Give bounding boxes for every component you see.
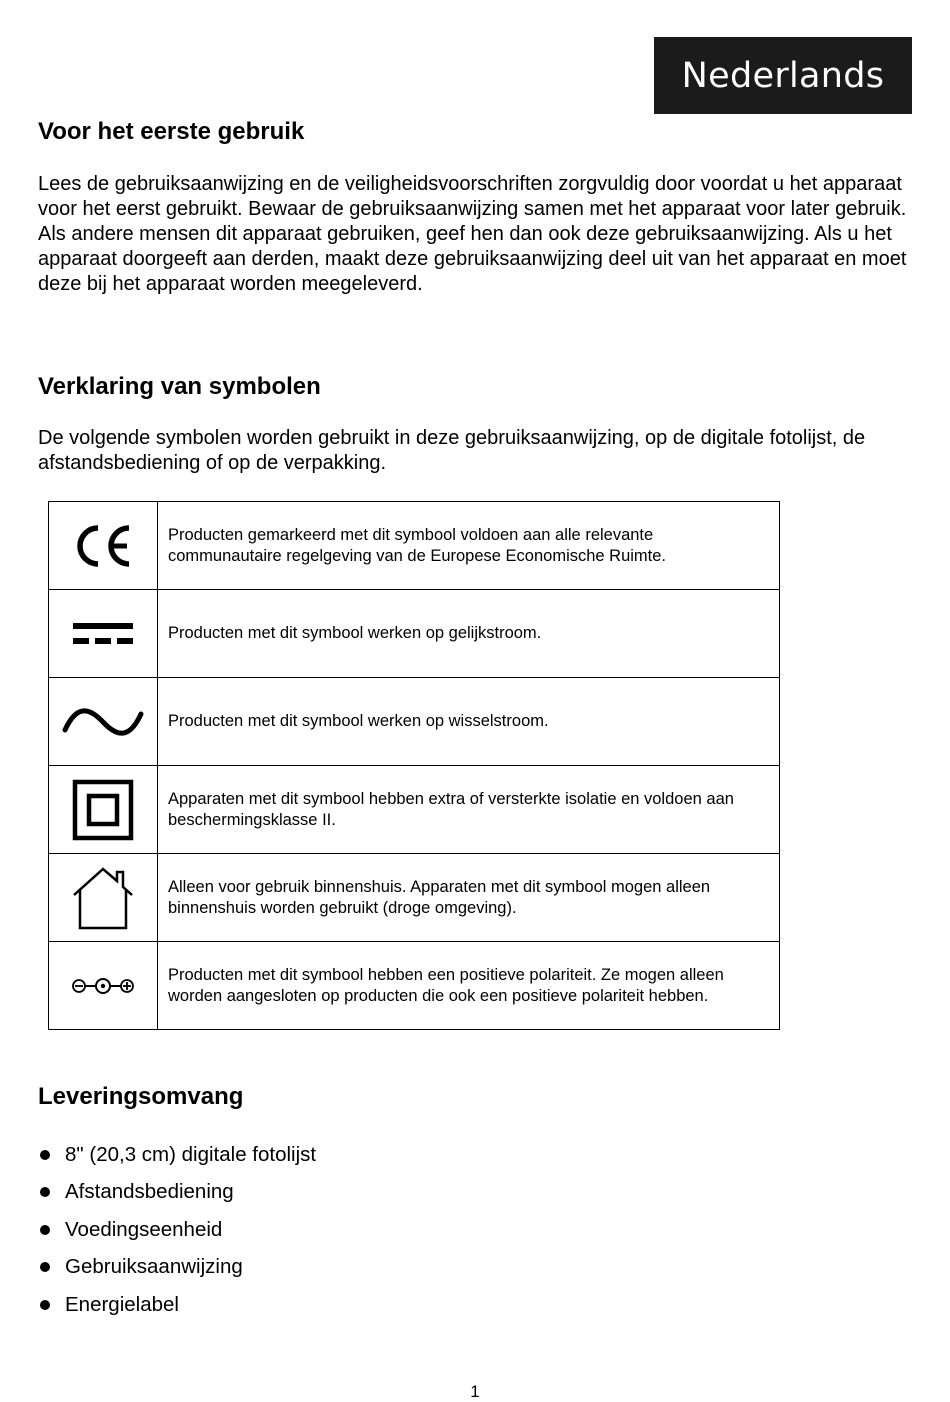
symbol-description: Producten gemarkeerd met dit symbool voldoen aan alle relevante communautaire regelgeving van de Europese Economische Ruimte. [158, 502, 780, 590]
symbol-description: Producten met dit symbool hebben een positieve polariteit. Ze mogen alleen worden aangesloten op producten die ook een positieve polariteit hebben. [158, 942, 780, 1030]
symbol-description: Alleen voor gebruik binnenshuis. Apparaten met dit symbool mogen alleen binnenshuis worden gebruikt (droge omgeving). [158, 854, 780, 942]
bullet-icon [40, 1262, 50, 1272]
table-row [49, 502, 780, 590]
heading-symbols: Verklaring van symbolen [38, 373, 321, 400]
list-item: Afstandsbediening [38, 1174, 316, 1212]
direct-current-icon [71, 620, 135, 648]
symbols-table [48, 501, 780, 1030]
table-row [49, 942, 780, 1030]
page-number: 1 [470, 1382, 480, 1401]
list-item: Energielabel [38, 1286, 316, 1324]
list-item: Voedingseenheid [38, 1211, 316, 1249]
heading-first-use: Voor het eerste gebruik [38, 118, 305, 145]
language-badge: Nederlands [654, 37, 912, 114]
heading-scope: Leveringsomvang [38, 1083, 244, 1110]
indoor-use-house-icon [70, 865, 136, 931]
symbol-description: Apparaten met dit symbool hebben extra of versterkte isolatie en voldoen aan beschermingsklasse II. [158, 766, 780, 854]
table-row [49, 766, 780, 854]
positive-polarity-icon [70, 975, 136, 997]
bullet-icon [40, 1150, 50, 1160]
alternating-current-icon [62, 704, 144, 740]
table-row [49, 678, 780, 766]
bullet-icon [40, 1300, 50, 1310]
bullet-icon [40, 1225, 50, 1235]
paragraph-symbols-intro: De volgende symbolen worden gebruikt in deze gebruiksaanwijzing, op de digitale fotolijst, de afstandsbediening of op de verpakking. [38, 427, 866, 474]
symbol-description: Producten met dit symbool werken op gelijkstroom. [158, 590, 780, 678]
scope-list [38, 1136, 316, 1324]
paragraph-first-use: Lees de gebruiksaanwijzing en de veiligheidsvoorschriften zorgvuldig door voordat u het apparaat voor het eerst gebruikt. Bewaar de gebruiksaanwijzing samen met het apparaat voor later gebruik. Als andere mensen dit apparaat gebruiken, geef hen dan ook deze gebruiksaanwijzing. Als u het apparaat doorgeeft aan derden, maakt deze gebruiksaanwijzing deel uit van het apparaat en moet deze bij het apparaat worden meegeleverd. [38, 173, 907, 295]
list-item: Gebruiksaanwijzing [38, 1249, 316, 1287]
table-row [49, 590, 780, 678]
table-row [49, 854, 780, 942]
double-insulation-icon [72, 779, 134, 841]
ce-mark-icon [71, 522, 135, 570]
symbol-description: Producten met dit symbool werken op wisselstroom. [158, 678, 780, 766]
bullet-icon [40, 1187, 50, 1197]
list-item: 8" (20,3 cm) digitale fotolijst [38, 1136, 316, 1174]
